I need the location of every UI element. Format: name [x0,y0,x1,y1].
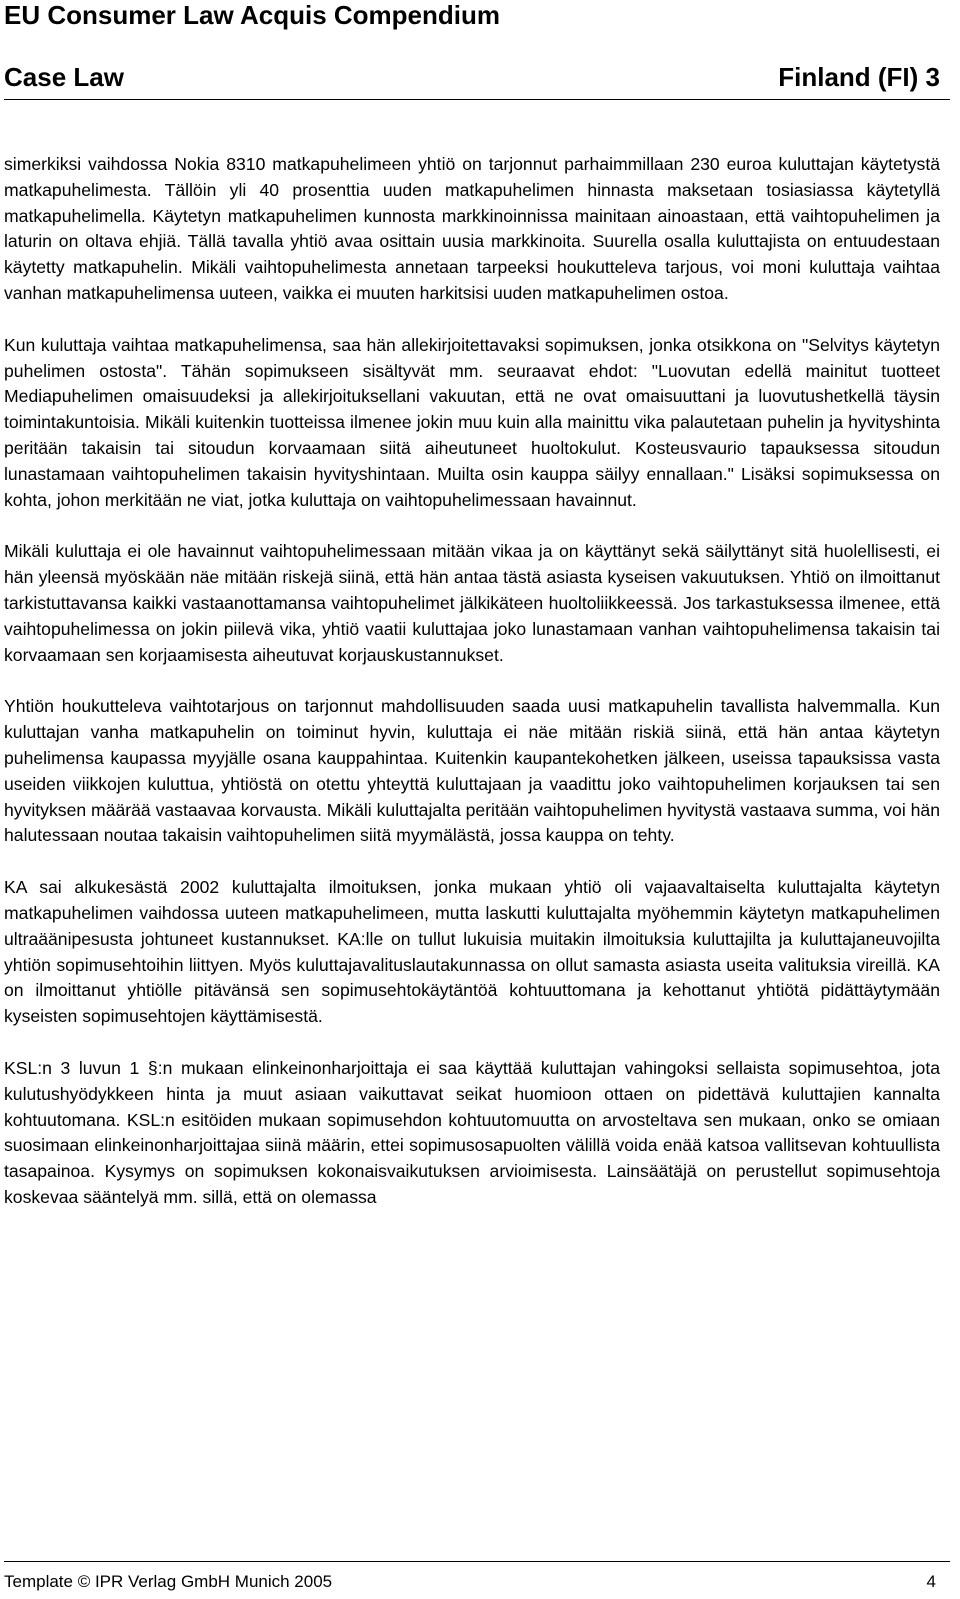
paragraph: Yhtiön houkutteleva vaihtotarjous on tarjonnut mahdollisuuden saada uusi matkapuhelin tavallista halvemmalla. Kun kuluttajan vanha matkapuhelin on toiminut hyvin, kuluttaja ei näe mitään riskiä siinä, että hän antaa käytetyn puhelimensa kaupassa myyjälle osana kauppahintaa. Kuitenkin kaupantekohetken jälkeen, useissa tapauksissa vasta useiden viikkojen kuluttua, yhtiöstä on otettu yhteyttä kuluttajaan ja vaadittu joko vaihtopuhelimen korjauksen tai sen hyvityksen määrää vastaavaa korvausta. Mikäli kuluttajalta peritään vaihtopuhelimen hyvitystä vastaava summa, voi hän halutessaan noutaa takaisin vaihtopuhelimen siitä myymälästä, jossa kauppa on tehty. [4,696,940,846]
document-title: EU Consumer Law Acquis Compendium [4,0,500,30]
footer-copyright: Template © IPR Verlag GmbH Munich 2005 [4,1572,333,1591]
paragraph: KA sai alkukesästä 2002 kuluttajalta ilmoituksen, jonka mukaan yhtiö oli vajaavaltaiselta kuluttajalta käytetyn matkapuhelimen vaihdossa uuteen matkapuhelimeen, mutta laskutti kuluttajalta myöhemmin käytetyn matkapuhelimen ultraäänipesusta johtuneet kustannukset. KA:lle on tullut lukuisia muitakin ilmoituksia kuluttajilta ja kuluttajaneuvojilta yhtiön sopimusehtoihin liittyen. Myös kuluttajavalituslautakunnassa on ollut samasta asiasta useita valituksia vireillä. KA on ilmoittanut yhtiölle pitävänsä sen sopimusehtokäytäntöä kohtuuttomana ja kehottanut yhtiötä pidättäytymään kyseisten sopimusehtojen käyttämisestä. [4,877,940,1027]
paragraph: simerkiksi vaihdossa Nokia 8310 matkapuhelimeen yhtiö on tarjonnut parhaimmillaan 230 euroa kuluttajan käytetystä matkapuhelimesta. Tällöin yli 40 prosenttia uuden matkapuhelimen hinnasta maksetaan tosiasiassa käytetyllä matkapuhelimella. Käytetyn matkapuhelimen kunnosta markkinoinnissa mainitaan ainoastaan, että vaihtopuhelimen ja laturin on oltava ehjiä. Tällä tavalla yhtiö avaa osittain uusia markkinoita. Suurella osalla kuluttajista on entuudestaan käytetty matkapuhelin. Mikäli vaihtopuhelimesta annetaan tarpeeksi houkutteleva tarjous, voi moni kuluttaja vaihtaa vanhan matkapuhelimensa uuteen, vaikka ei muuten harkitsisi uuden matkapuhelimen ostoa. [4,154,940,303]
page-number: 4 [926,1572,936,1591]
paragraph: Kun kuluttaja vaihtaa matkapuhelimensa, saa hän allekirjoitettavaksi sopimuksen, jonka otsikkona on "Selvitys käytetyn puhelimen ostosta". Tähän sopimukseen sisältyvät mm. seuraavat ehdot: "Luovutan edellä mainitut tuotteet Mediapuhelimen omaisuudeksi ja allekirjoituksellani vakuutan, että ne ovat omaisuuttani ja luovutushetkellä täysin toimintakuntoisia. Mikäli kuitenkin tuotteissa ilmenee jokin muu kuin alla mainittu vika palautetaan puhelin ja hyvityshinta peritään takaisin tai sitoudun korvaamaan siitä aiheutuneet huoltokulut. Kosteusvaurio tapauksessa sitoudun lunastamaan vaihtopuhelimen takaisin hyvityshintaan. Muilta osin kauppa säilyy ennallaan." Lisäksi sopimuksessa on kohta, johon merkitään ne viat, jotka kuluttaja on vaihtopuhelimessaan havainnut. [4,334,940,510]
country-page-label: Finland (FI) 3 [778,62,940,92]
section-label: Case Law [4,62,124,92]
body-text [4,152,940,1237]
paragraph: Mikäli kuluttaja ei ole havainnut vaihtopuhelimessaan mitään vikaa ja on käyttänyt sekä säilyttänyt sitä huolellisesti, ei hän yleensä myöskään näe mitään riskejä siinä, että hän antaa tästä asiasta kyseisen vakuutuksen. Yhtiö on ilmoittanut tarkistuttavansa kaikki vastaanottamansa vaihtopuhelimet jälkikäteen huoltoliikkeessä. Jos tarkastuksessa ilmenee, että vaihtopuhelimessa on jokin piilevä vika, yhtiö vaatii kuluttajaa joko lunastamaan vanhan vaihtopuhelimensa takaisin tai korvaamaan sen korjaamisesta aiheutuvat korjauskustannukset. [4,541,940,665]
header-divider [4,99,950,100]
footer-divider [4,1561,950,1562]
paragraph: KSL:n 3 luvun 1 §:n mukaan elinkeinonharjoittaja ei saa käyttää kuluttajan vahingoksi sellaista sopimusehtoa, jota kulutushyödykkeen hinta ja muut asiaan vaikuttavat seikat huomioon ottaen on pidettävä kuluttajien kannalta kohtuutomana. KSL:n esitöiden mukaan sopimusehdon kohtuutomuutta on arvosteltava sen mukaan, onko se omiaan suosimaan elinkeinonharjoittajaa siinä määrin, ettei sopimusosapuolten välillä voida enää katsoa vallitsevan kohtuullista tasapainoa. Kysymys on sopimuksen kokonaisvaikutuksen arvioimisesta. Lainsäätäjä on perustellut sopimusehtoja koskevaa sääntelyä mm. sillä, että on olemassa [4,1057,940,1207]
